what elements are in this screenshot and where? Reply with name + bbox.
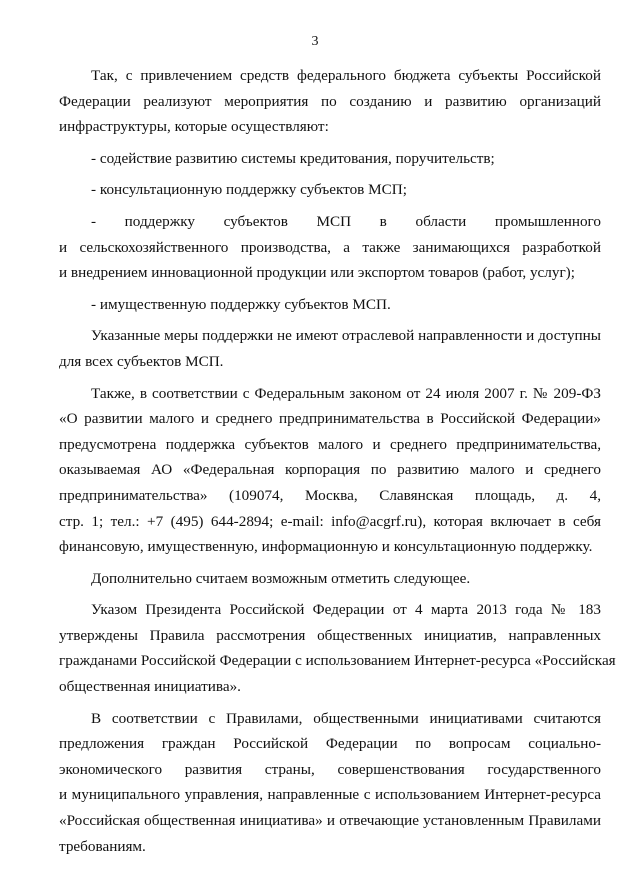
text-line: предложения граждан Российской Федерации по вопросам социально- [59,735,601,753]
text-line: требованиям. [59,837,146,855]
page-number: 3 [311,34,319,49]
text-line: Указом Президента Российской Федерации от 4 марта 2013 года № 183 [91,601,601,619]
document-body [59,63,616,859]
text-line: «О развитии малого и среднего предпринимательства в Российской Федерации» [59,410,601,428]
text-line: предусмотрена поддержка субъектов малого и среднего предпринимательства, [59,435,601,453]
text-line: гражданами Российской Федерации с использованием Интернет-ресурса «Российская [59,652,616,670]
list-item: - содействие развитию системы кредитования, поручительств; [91,149,495,167]
text-line: В соответствии с Правилами, общественными инициативами считаются [91,709,601,727]
text-line: Дополнительно считаем возможным отметить следующее. [91,569,471,587]
text-line: финансовую, имущественную, информационную и консультационную поддержку. [59,538,593,556]
text-line: Также, в соответствии с Федеральным законом от 24 июля 2007 г. № 209-ФЗ [91,384,601,402]
text-line: и внедрением инновационной продукции или экспортом товаров (работ, услуг); [59,264,575,282]
text-line: стр. 1; тел.: +7 (495) 644-2894; e-mail: info@acgrf.ru), которая включает в себя [59,512,601,530]
text-line: Указанные меры поддержки не имеют отраслевой направленности и доступны [91,327,601,345]
text-line: «Российская общественная инициатива» и отвечающие установленным Правилами [59,812,601,830]
text-line: утверждены Правила рассмотрения общественных инициатив, направленных [59,626,601,644]
text-line: и муниципального управления, направленные с использованием Интернет-ресурса [59,786,601,804]
text-line: и сельскохозяйственного производства, а также занимающихся разработкой [59,238,601,256]
list-item: - имущественную поддержку субъектов МСП. [91,295,391,313]
text-line: общественная инициатива». [59,678,241,696]
text-line: оказываемая АО «Федеральная корпорация по развитию малого и среднего [59,461,601,479]
list-item: - поддержку субъектов МСП в области промышленного [91,212,601,230]
text-line: инфраструктуры, которые осуществляют: [59,118,329,136]
text-line: Федерации реализуют мероприятия по созданию и развитию организаций [59,92,601,110]
text-line: Так, с привлечением средств федерального бюджета субъекты Российской [91,67,601,84]
text-line: экономического развития страны, совершенствования государственного [59,760,601,778]
text-line: для всех субъектов МСП. [59,352,224,370]
text-line: предпринимательства» (109074, Москва, Славянская площадь, д. 4, [59,486,601,504]
list-item: - консультационную поддержку субъектов МСП; [91,181,407,199]
